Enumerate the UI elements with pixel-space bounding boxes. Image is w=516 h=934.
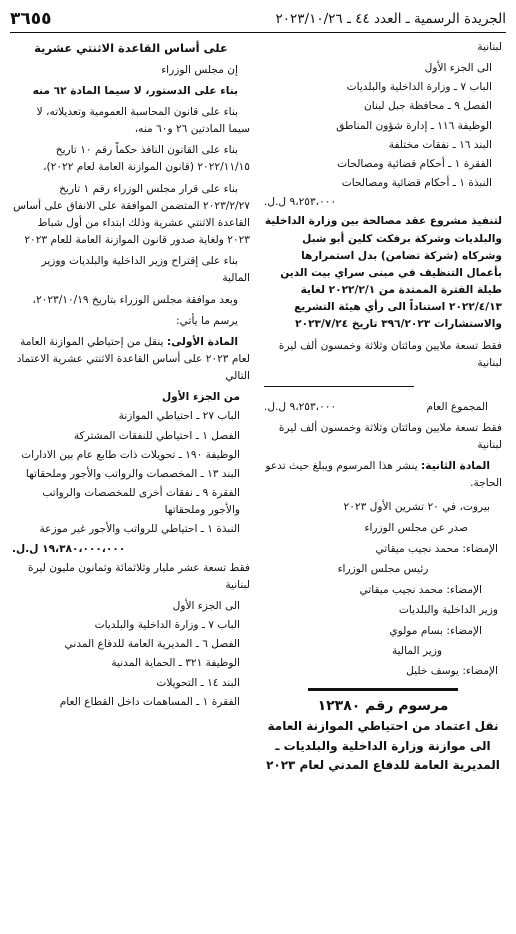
page-header [10,6,506,33]
budget-line: النبذة ١ ـ أحكام قضائية ومصالحات [341,177,492,190]
budget-line: الفصل ١ ـ احتياطي للنفقات المشتركة [73,429,240,442]
section-heading: على أساس القاعدة الاثنتي عشرية [34,41,228,55]
purpose-text: لتنفيذ مشروع عقد مصالحة بين وزارة الداخلية والبلديات وشركة برفكت كلين أبو شبل وشركاه (شركة تضامن) بدل استمرارها بأعمال التنظيف في مبنى سراي بيت الدين طيلة الفترة الممتدة من ٢٠٢٢/٢/١ لغاية ٢٠٢٢/٤/١٣ استناداً الى رأي هيئة التشريع والاستشارات ٣٩٦/٢٠٢٣ تاريخ ٢٠٢٣/٧/٢٤ [264,215,502,331]
approval-line: وبعد موافقة مجلس الوزراء بتاريخ ٢٠٢٣/١٠/١٩، [32,293,238,306]
budget-line: البند ١٦ ـ نفقات مختلفة [388,138,492,151]
amount-words: فقط تسعة عشر مليار وثلاثمائة وثمانون مليون ليرة لبنانية [28,561,250,591]
budget-line: الفصل ٦ ـ المديرية العامة للدفاع المدني [64,638,240,651]
official-title: وزير المالية [391,644,442,657]
divider [264,386,414,387]
budget-line: الفصل ٩ ـ محافظة جبل لبنان [364,100,492,113]
basis-clause: بناء على الدستور، لا سيما المادة ٦٢ منه [32,84,238,97]
signature-line: الإمضاء: محمد نجيب ميقاتي [359,584,482,597]
decrees-line: يرسم ما يأتي: [176,314,238,327]
article-two-text: ينشر هذا المرسوم ويبلغ حيث تدعو الحاجة. [265,460,502,490]
article-two-label: المادة الثانية: [421,460,490,473]
total-words: فقط تسعة ملايين ومائتان وثلاثة وخمسون ألف ليرة لبنانية [278,421,502,452]
basis-clause: بناء على إقتراح وزير الداخلية والبلديات ووزير المالية [41,255,250,285]
official-title: وزير الداخلية والبلديات [398,604,498,617]
section-divider [308,688,458,691]
page-number: ٣٦٥٥ [10,9,52,29]
signature-line: الإمضاء: بسام مولوي [389,624,482,637]
part-heading: من الجزء الأول [161,391,240,404]
part-heading: الى الجزء الأول [172,600,240,612]
budget-line: الوظيفة ٣٢١ ـ الحماية المدنية [111,657,240,670]
budget-line: البند ١٣ ـ المخصصات والرواتب والأجور وملحقاتها [25,467,240,480]
left-column [10,39,250,775]
budget-line: الباب ٧ ـ وزارة الداخلية والبلديات [94,619,240,632]
budget-line: البند ١٤ ـ التحويلات [156,676,240,689]
budget-line: النبذة ١ ـ احتياطي للرواتب والأجور غير موزعة [39,523,240,536]
issued-by: صدر عن مجلس الوزراء [364,521,468,534]
decree-subject: المديرية العامة للدفاع المدني لعام ٢٠٢٣ [266,757,500,772]
article-two [264,458,502,492]
amount-figure: ١٩،٣٨٠،٠٠٠،٠٠٠ ل.ل. [12,542,126,555]
basis-clause: بناء على قانون المحاسبة العمومية وتعديلاته، لا سيما المادتين ٢٦ و٦٠ منه، [36,105,250,136]
place-date: بيروت، في ٢٠ تشرين الأول ٢٠٢٣ [343,500,490,513]
decree-heading [264,695,502,775]
two-columns [10,39,506,775]
budget-line: الوظيفة ١١٦ ـ إدارة شؤون المناطق [336,119,492,132]
opening-line: الى الجزء الأول [424,62,492,75]
signature-line: الإمضاء: يوسف خليل [406,664,498,677]
basis-clause: بناء على القانون النافذ حكماً رقم ١٠ تاريخ ٢٠٢٢/١١/١٥ (قانون الموازنة العامة لعام ٢٠٢٢)، [43,144,250,174]
total-label: المجموع العام [426,400,488,413]
article-one [12,334,250,385]
budget-line: الباب ٧ ـ وزارة الداخلية والبلديات [346,81,492,94]
decree-subject: نقل اعتماد من احتياطي الموازنة العامة [267,719,499,734]
opening-line: لبنانية [477,41,502,53]
intro-line: إن مجلس الوزراء [161,63,238,76]
amount-words: فقط تسعة ملايين ومائتان وثلاثة وخمسون ألف ليرة لبنانية [278,339,502,369]
signature-line: الإمضاء: محمد نجيب ميقاتي [375,542,498,555]
budget-line: الفقرة ١ ـ أحكام قضائية ومصالحات [337,157,492,170]
total-row [264,399,502,416]
official-title: رئيس مجلس الوزراء [337,563,429,576]
basis-clause: بناء على قرار مجلس الوزراء رقم ١ تاريخ ٢٠٢٣/٢/٢٧ المتضمن الموافقة على الانفاق على أساس القاعدة الاثنتي عشرية وذلك ابتداء من أول شباط ٢٠٢٣ ولغاية صدور قانون الموازنة العامة للعام ٢٠٢٣ [13,182,250,247]
budget-line: الوظيفة ١٩٠ ـ تحويلات ذات طابع عام بين الادارات [21,448,240,461]
budget-line: الفقرة ٩ ـ نفقات أخرى للمخصصات والرواتب والأجور وملحقاتها [42,487,240,517]
article-one-text: ينقل من إحتياطي الموازنة العامة لعام ٢٠٢٣ على أساس القاعدة الاثنتي عشرية الاعتماد التالي [16,335,250,383]
decree-number: مرسوم رقم ١٢٣٨٠ [317,698,449,714]
amount-figure: ٩،٢٥٣،٠٠٠ ل.ل. [264,196,337,209]
budget-line: الفقرة ١ ـ المساهمات داخل القطاع العام [59,695,240,708]
budget-line: الباب ٢٧ ـ احتياطي الموازنة [118,410,240,423]
decree-subject: الى موازنة وزارة الداخلية والبلديات ـ [275,738,491,753]
gazette-title: الجريدة الرسمية ـ العدد ٤٤ ـ ٢٠٢٣/١٠/٢٦ [275,11,506,27]
right-column [264,39,506,775]
total-amount: ٩،٢٥٣،٠٠٠ ل.ل. [264,400,337,413]
article-one-label: المادة الأولى: [166,335,238,348]
